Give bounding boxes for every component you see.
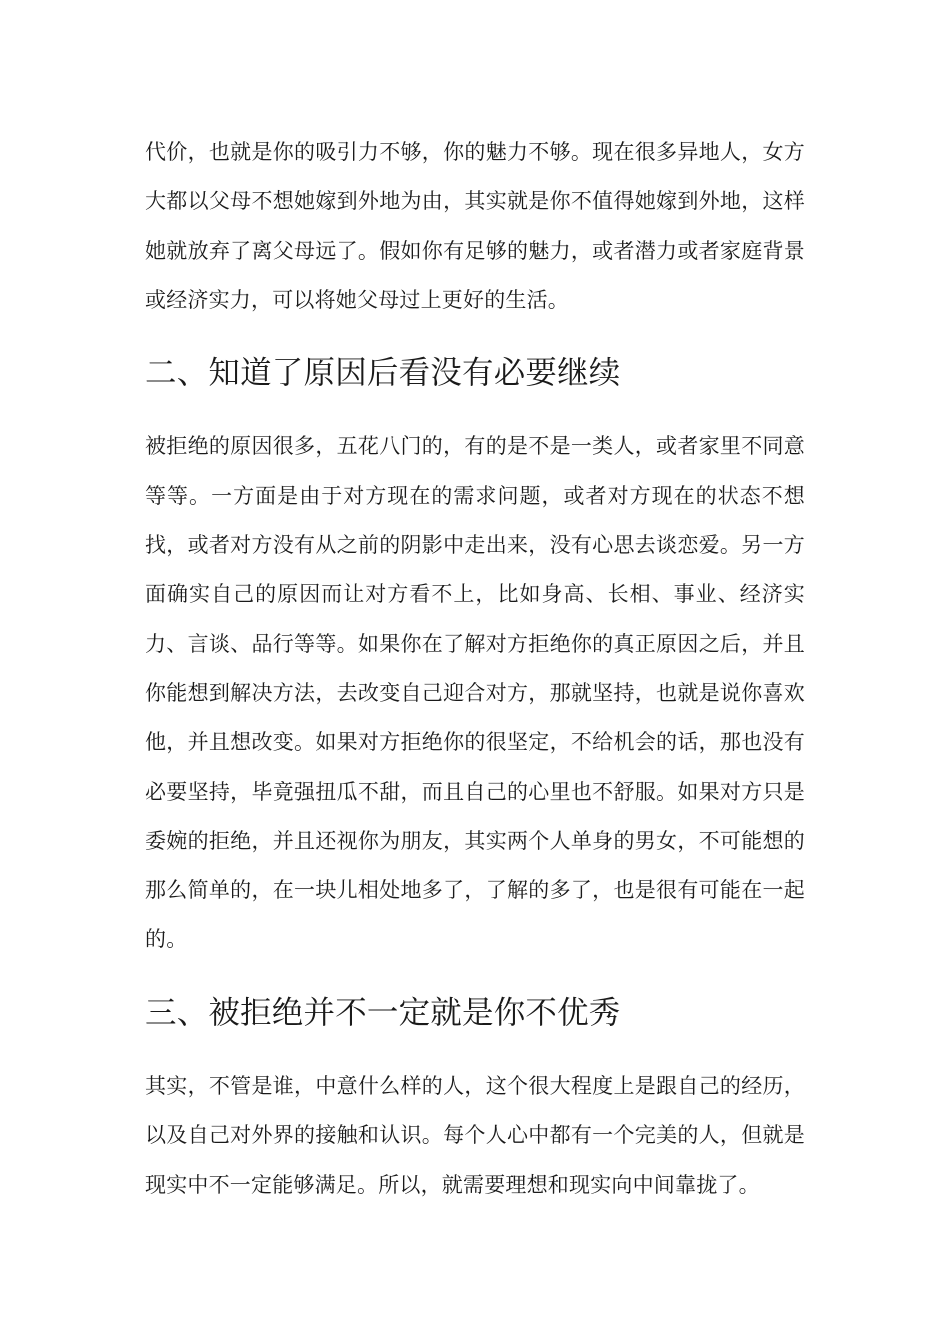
paragraph-gap — [145, 1038, 805, 1062]
paragraph-3: 其实，不管是谁，中意什么样的人，这个很大程度上是跟自己的经历，以及自己对外界的接触和认识。每个人心中都有一个完美的人，但就是现实中不一定能够满足。所以，就需要理想和现实向中间靠拢了。 — [145, 1074, 805, 1197]
document-body — [145, 128, 805, 1210]
paragraph-gap — [145, 325, 805, 349]
section-heading-2: 二、知道了原因后看没有必要继续 — [145, 355, 621, 392]
paragraph-2: 被拒绝的原因很多，五花八门的，有的是不是一类人，或者家里不同意等等。一方面是由于对方现在的需求问题，或者对方现在的状态不想找，或者对方没有从之前的阴影中走出来，没有心思去谈恋爱。另一方面确实自己的原因而让对方看不上，比如身高、长相、事业、经济实力、言谈、品行等等。如果你在了解对方拒绝你的真正原因之后，并且你能想到解决方法，去改变自己迎合对方，那就坚持，也就是说你喜欢他，并且想改变。如果对方拒绝你的很坚定，不给机会的话，那也没有必要坚持，毕竟强扭瓜不甜，而且自己的心里也不舒服。如果对方只是委婉的拒绝，并且还视你为朋友，其实两个人单身的男女，不可能想的那么简单的，在一块儿相处地多了，了解的多了，也是很有可能在一起的。 — [145, 434, 805, 952]
section-heading-3: 三、被拒绝并不一定就是你不优秀 — [145, 994, 621, 1031]
paragraph-gap — [145, 965, 805, 989]
paragraph-gap — [145, 398, 805, 422]
paragraph-1: 代价，也就是你的吸引力不够，你的魅力不够。现在很多异地人，女方大都以父母不想她嫁到外地为由，其实就是你不值得她嫁到外地，这样她就放弃了离父母远了。假如你有足够的魅力，或者潜力或者家庭背景或经济实力，可以将她父母过上更好的生活。 — [145, 140, 805, 312]
